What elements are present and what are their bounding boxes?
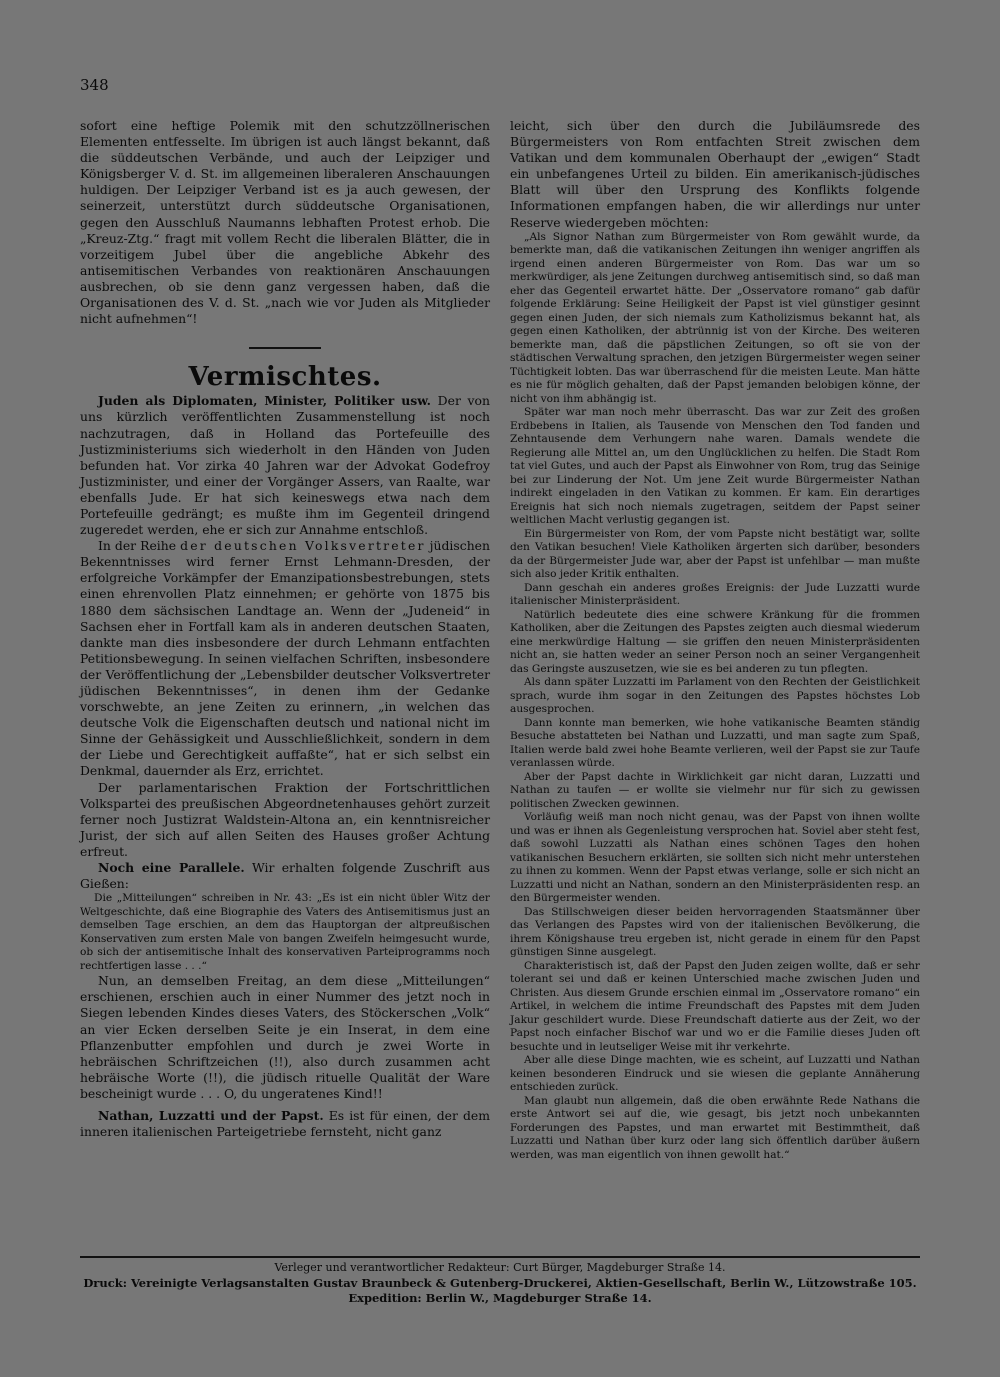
paragraph: [80, 860, 490, 892]
quote-text: Aber alle diese Dinge machten, wie es scheint, auf Luzzatti und Nathan keinen besonderen Eindruck und sie wiesen die geplante Annäherung entschieden zurück.: [510, 1054, 920, 1094]
paragraph-text: jüdischen Bekenntnisses wird ferner Ernst Lehmann-Dresden, der erfolgreiche Vorkämpfer der Emanzipationsbestrebungen, stets einen ehrenvollen Platz einnehmen; er gehörte von 1875 bis 1880 dem sächsischen Landtage an. Wenn der „Judeneid“ in Sachsen eher in Fortfall kam als in anderen deutschen Staaten, dankte man dies insbesondere der durch Lehmann entfachten Petitionsbewegung. In seinen vielfachen Schriften, insbesondere der Veröffentlichung der „Lebensbilder deutscher Volksvertreter jüdischen Bekenntnisses“, in denen ihm der Gedanke vorschwebte, an jene Zeiten zu erinnern, „in welchen das deutsche Volk die Eigenschaften deutsch und national nicht im Sinne der Gehässigkeit und Ausschließlichkeit, sondern in dem der Liebe und Gerechtigkeit auffaßte“, hat er sich selbst ein Denkmal, dauernder als Erz, errichtet.: [80, 538, 490, 779]
paragraph: sofort eine heftige Polemik mit den schutzzöllnerischen Elementen entfesselte. Im übrigen ist auch längst bekannt, daß die süddeutschen Verbände, und auch der Leipziger und Königsberger V. d. St. im allgemeinen liberaleren Anschauungen huldigen. Der Leipziger Verband ist es ja auch gewesen, der seinerzeit, unterstützt durch süddeutsche Organisationen, gegen den Ausschluß Naumanns lebhaften Protest erhob. Die „Kreuz-Ztg.“ fragt mit vollem Recht die liberalen Blätter, die in vorzeitigem Jubel über die angebliche Abkehr des antisemitischen Verbandes von reaktionären Anschauungen ausbrechen, ob sie denn ganz vergessen haben, daß die Organisationen des V. d. St. „nach wie vor Juden als Mitglieder nicht aufnehmen“!: [80, 118, 490, 327]
quote-text: Als dann später Luzzatti im Parlament von den Rechten der Geistlichkeit sprach, wurde ihm sogar in den Zeitungen des Papstes höchstes Lob ausgesprochen.: [510, 676, 920, 716]
quote-text: Die „Mitteilungen“ schreiben in Nr. 43: „Es ist ein nicht übler Witz der Weltgeschichte, daß eine Biographie des Vaters des Antisemitismus just an demselben Tage erschien, an dem das Hauptorgan der altpreußischen Konservativen zum ersten Male von bangen Zweifeln heimgesucht wurde, ob sich der antisemitische Inhalt des konservativen Parteiprogramms noch rechtfertigen lasse . . .“: [80, 892, 490, 972]
imprint-footer: [80, 1256, 920, 1307]
paragraph: [80, 538, 490, 779]
section-divider: [249, 347, 321, 349]
paragraph: [80, 1108, 490, 1140]
quote-text: Natürlich bedeutete dies eine schwere Kränkung für die frommen Katholiken, aber die Zeitungen des Papstes zeigten auch diesmal wiederum eine merkwürdige Haltung — sie griffen den neuen Ministerpräsidenten nicht an, sie hatten weder an seiner Person noch an seiner Vergangenheit das Geringste auszusetzen, wie sie es bei anderen zu tun pflegten.: [510, 608, 920, 675]
quoted-report: [510, 231, 920, 1163]
paragraph: leicht, sich über den durch die Jubiläumsrede des Bürgermeisters von Rom entfachten Streit zwischen dem Vatikan und dem kommunalen Oberhaupt der „ewigen“ Stadt ein unbefangenes Urteil zu bilden. Ein amerikanisch-jüdisches Blatt will über den Ursprung des Konflikts folgende Informationen empfangen haben, die wir allerdings nur unter Reserve wiedergeben möchten:: [510, 118, 920, 230]
quote-text: Dann konnte man bemerken, wie hohe vatikanische Beamten ständig Besuche abstatteten bei Nathan und Luzzatti, und man sagte zum Spaß, Italien werde bald zwei hohe Beamte verlieren, weil der Papst sie zur Taufe veranlassen würde.: [510, 716, 920, 770]
quote-text: Dann geschah ein anderes großes Ereignis: der Jude Luzzatti wurde italienischer Ministerpräsident.: [510, 581, 920, 608]
paragraph: Nun, an demselben Freitag, an dem diese „Mitteilungen“ erschienen, erschien auch in einer Nummer des jetzt noch in Siegen lebenden Kindes dieses Vaters, des Stöckerschen „Volk“ an vier Ecken derselben Seite je ein Inserat, in dem eine Pflanzenbutter empfohlen und durch je zwei Worte in hebräischen Schriftzeichen (!!), also durch zusammen acht hebräische Worte (!!), die jüdisch rituelle Qualität der Ware bescheinigt wurde . . . O, du ungeratenes Kind!!: [80, 973, 490, 1101]
quote-text: „Als Signor Nathan zum Bürgermeister von Rom gewählt wurde, da bemerkte man, daß die vatikanischen Zeitungen ihn weniger angriffen als irgend einen anderen Bürgermeister von Rom. Das war um so merkwürdiger, als jene Zeitungen durchweg antisemitisch sind, so daß man eher das Gegenteil erwartet hätte. Der „Osservatore romano“ gab dafür folgende Erklärung: Seine Heiligkeit der Papst ist viel günstiger gesinnt gegen einen Juden, der sich niemals zum Katholizismus bekannt hat, als gegen einen Katholiken, der abtrünnig ist von der Kirche. Des weiteren bemerkte man, daß die päpstlichen Zeitungen, so oft sie von der städtischen Verwaltung sprachen, den jetzigen Bürgermeister wegen seiner Tüchtigkeit lobten. Das war überraschend für die meisten Leute. Man hätte es nie für möglich gehalten, daß der Papst jemanden belobigen könne, der nicht von ihm abhängig ist.: [510, 230, 920, 405]
paragraph: [80, 393, 490, 538]
article-title: Noch eine Parallele.: [98, 860, 245, 876]
article-title: Juden als Diplomaten, Minister, Politiker usw.: [98, 393, 431, 409]
article-title: Nathan, Luzzatti und der Papst.: [98, 1107, 324, 1123]
printer-line: Druck: Vereinigte Verlagsanstalten Gustav Braunbeck & Gutenberg-Druckerei, Aktien-Gesellschaft, Berlin W., Lützowstraße 105.: [83, 1275, 917, 1290]
quote-text: Später war man noch mehr überrascht. Das war zur Zeit des großen Erdbebens in Italien, als Tausende von Menschen den Tod fanden und Zehntausende dem Verhungern nahe waren. Damals wendete die Regierung alle Mittel an, um den Unglücklichen zu helfen. Die Stadt Rom tat viel Gutes, und auch der Papst als Einwohner von Rom, trug das Seinige bei zur Linderung der Not. Um jene Zeit wurde Bürgermeister Nathan indirekt eingeladen in den Vatikan zu kommen. Er kam. Ein derartiges Ereignis hat sich noch niemals zugetragen, seitdem der Papst seiner weltlichen Macht verlustig gegangen ist.: [510, 406, 920, 527]
paragraph-text: Es ist für einen, der dem inneren italienischen Parteigetriebe fernsteht, nicht ganz: [80, 1107, 490, 1140]
publisher-line: Verleger und verantwortlicher Redakteur: Curt Bürger, Magdeburger Straße 14.: [274, 1261, 726, 1274]
left-column: [80, 118, 490, 1140]
quote-text: Aber der Papst dachte in Wirklichkeit gar nicht daran, Luzzatti und Nathan zu taufen — er wollte sie vielmehr nur für sich zu gewissen politischen Zwecken gewinnen.: [510, 770, 920, 810]
quote-text: Man glaubt nun allgemein, daß die oben erwähnte Rede Nathans die erste Antwort sei auf die, wie gesagt, bis jetzt noch unbekannten Forderungen des Papstes, und man erwartet mit Bestimmtheit, daß Luzzatti und Nathan über kurz oder lang sich öffentlich darüber äußern werden, was man eigentlich von ihnen gewollt hat.“: [510, 1094, 920, 1161]
page-number: 348: [80, 76, 109, 94]
quote-text: Das Stillschweigen dieser beiden hervorragenden Staatsmänner über das Verlangen des Papstes wird von der italienischen Bevölkerung, die ihrem Königshause treu ergeben ist, nicht gerade in einem für den Papst günstigen Sinne ausgelegt.: [510, 905, 920, 959]
section-heading: Vermischtes.: [188, 362, 382, 393]
quoted-letter: [80, 892, 490, 973]
quote-text: Charakteristisch ist, daß der Papst den Juden zeigen wollte, daß er sehr tolerant sei und daß er keinen Unterschied mache zwischen Juden und Christen. Aus diesem Grunde erschien einmal im „Osservatore romano“ ein Artikel, in welchem die intime Freundschaft des Papstes mit dem Juden Jakur geschildert wurde. Diese Freundschaft datierte aus der Zeit, wo der Papst noch einfacher Bischof war und wo er die Familie dieses Juden oft besuchte und in leutseliger Weise mit ihr verkehrte.: [510, 959, 920, 1053]
expedition-line: Expedition: Berlin W., Magdeburger Straße 14.: [348, 1291, 652, 1305]
right-column: [510, 118, 920, 1162]
quote-text: Vorläufig weiß man noch nicht genau, was der Papst von ihnen wollte und was er ihnen als Gegenleistung versprochen hat. Soviel aber steht fest, daß sowohl Luzzatti als Nathan eines schönen Tages den hohen vatikanischen Besuchern erklärten, sie sollten sich nicht mehr unterstehen zu ihnen zu kommen. Wenn der Papst etwas verlange, solle er sich nicht an Luzzatti und nicht an Nathan, sondern an den Ministerpräsidenten resp. an den Bürgermeister wenden.: [510, 811, 920, 905]
paragraph: Der parlamentarischen Fraktion der Fortschrittlichen Volkspartei des preußischen Abgeordnetenhauses gehört zurzeit ferner noch Justizrat Waldstein-Altona an, ein kenntnisreicher Jurist, der sich auf allen Seiten des Hauses großer Achtung erfreut.: [80, 779, 490, 859]
paragraph-text: Wir erhalten folgende Zuschrift aus Gießen:: [80, 860, 490, 892]
paragraph-text: Der von uns kürzlich veröffentlichten Zusammenstellung ist noch nachzutragen, daß in Holland das Portefeuille des Justizministeriums sich wiederholt in den Händen von Juden befunden hat. Vor zirka 40 Jahren war der Advokat Godefroy Justizminister, und einer der Vorgänger Assers, van Raalte, war ebenfalls Jude. Er hat sich keineswegs etwa nach dem Portefeuille gedrängt; es mußte ihm im Gegenteil dringend zugeredet werden, ehe er sich zur Annahme entschloß.: [80, 393, 490, 538]
spaced-text: der deutschen Volksvertreter: [180, 538, 426, 554]
quote-text: Ein Bürgermeister von Rom, der vom Papste nicht bestätigt war, sollte den Vatikan besuchen! Viele Katholiken ärgerten sich darüber, besonders da der Bürgermeister Jude war, aber der Papst ist unfehlbar — man mußte sich also jeder Kritik enthalten.: [510, 527, 920, 581]
paragraph-text: In der Reihe: [98, 538, 181, 554]
